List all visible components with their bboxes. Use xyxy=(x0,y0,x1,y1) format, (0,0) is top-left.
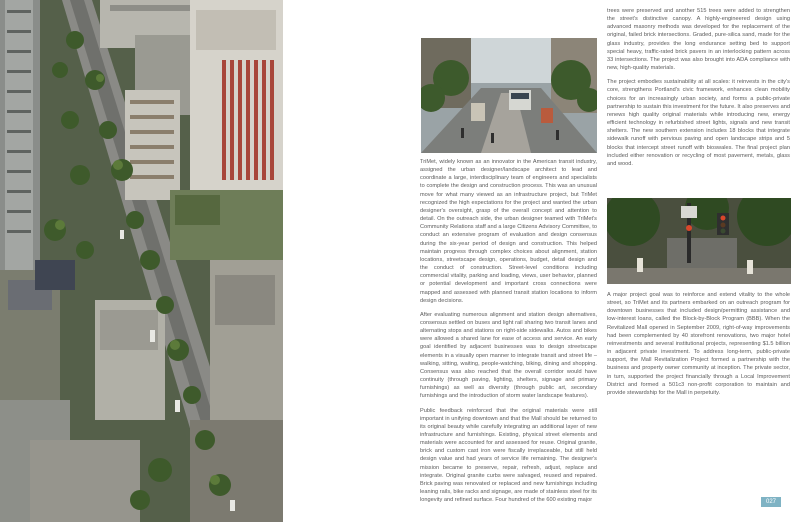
paragraph: The project embodies sustainability at all scales: it reinvests in the city's core, strengthens Portland's civic framework, enhances clean mobility choices for an increasingly urban society, and forms a public-private partnership to sustain this investment for the future. It also preserves and renews high quality original materials while introducing new, energy efficient technology in refurbished street lights, signals and new transit shelters. The new southern extension includes 18 blocks that integrate sidewalk runoff with pervious paving and open landscape strips and 5 blocks that intercept street runoff with bioswales. The final project plan included either renovation or recycling of most pavement, metals, glass and wood. xyxy=(607,79,790,167)
aerial-city-street-photo xyxy=(0,0,283,522)
transit-mall-light-rail-photo xyxy=(421,38,597,153)
paragraph: Public feedback reinforced that the original materials were still important in unifying downtown and that the Mall should be returned to its original beauty while carefully integrating an additional layer of new infrastructure and furnishings. Existing, physical street elements and materials were accounted for and assessed for reuse. Original granite, brick and custom cast iron were fiscally irreplaceable, but still held design value and had years of service life remaining. The designer's mission became to preserve, repair, refresh, adjust, replace and integrate. Original granite curbs were salvaged, reused and repaired. Brick paving was renovated or replaced and new furnishings including leaning rails, bike racks and signage, are made of stainless steel for its longevity and refined surface. Four hundred of the 600 existing major xyxy=(420,407,597,504)
text-column-right-top xyxy=(607,7,790,174)
paragraph: trees were preserved and another 515 trees were added to strengthen the street's distinctive canopy. A highly-engineered design using advanced masonry methods was developed for the replacement of the original, failed brick intersections. Graded, pure-silica sand, made for the glass industry, provides the long endurance setting bed to support special heavy, traffic-rated brick pavers in an interlocking pattern across 33 intersections. The project was also brought into ADA compliance with new, high-quality materials. xyxy=(607,8,790,72)
paragraph: TriMet, widely known as an innovator in the American transit industry, assigned the urban designer/landscape architect to lead and coordinate a large, interdisciplinary team of engineers and specialists to complete the design and construction process. This was an unusual move for what many viewed as an infrastructure project, but TriMet recognized the high expectations for the project and wanted the urban designer's oversight, grasp of the overall concept and attention to detail. On the outreach side, the urban designer teamed with TriMet's Community Relations staff and a large Citizens Advisory Committee, to conduct an extensive program of evaluation and design consensus during the six-year period of design and construction. This helped maintain progress through complex choices about alignment, station locations, streetscape design, operations, budget, detail design and the conduct of construction. Street-level conditions including commercial vitality, parking and loading, views, user behavior, planned or potential development and important cross connections were mapped and assessed with planned transit station locations to inform design decisions. xyxy=(420,159,597,304)
page-number: 027 xyxy=(761,497,781,507)
text-column-left xyxy=(420,158,597,510)
text-column-right-bottom xyxy=(607,291,790,403)
street-intersection-traffic-signal-photo xyxy=(607,198,791,284)
paragraph: A major project goal was to reinforce and extend vitality to the whole street, so TriMet and its partners embarked on an outreach program for downtown businesses that included design/permitting assistance and low-interest loans, called the Block-by-Block Program (BBB). When the Revitalized Mall opened in September 2009, right-of-way improvements had been complemented by 40 storefront renovations, two major hotel reinvestments and several institutional projects, representing $1.5 billion in adjacent private investment. To address long-term, public-private support, the Mall Revitalization Project formed a partnership with the business and property owner community at inception. The private sector, in turn, supported the project financially through a Local Improvement District and formed a 501c3 non-profit corporation to maintain and provide stewardship for the Mall in perpetuity. xyxy=(607,292,790,396)
text-page xyxy=(283,0,800,522)
paragraph: After evaluating numerous alignment and station design alternatives, consensus settled on buses and light rail sharing two transit lanes and alternating stops and stations on right-side sidewalks. Autos and bikes were allowed a shared lane for ease of access and service. An early goal identified by adjacent businesses was to design streetscape elements in a visually open manner to integrate transit and street life – walking, sitting, waiting, people-watching, biking, dining and shopping. Consensus was also reached that the overall corridor would have continuity (through paving, lighting, shelters, signage and primary furnishings) as well as diversity (through public art, secondary furnishings and the introduction of storm water landscape features). xyxy=(420,311,597,400)
